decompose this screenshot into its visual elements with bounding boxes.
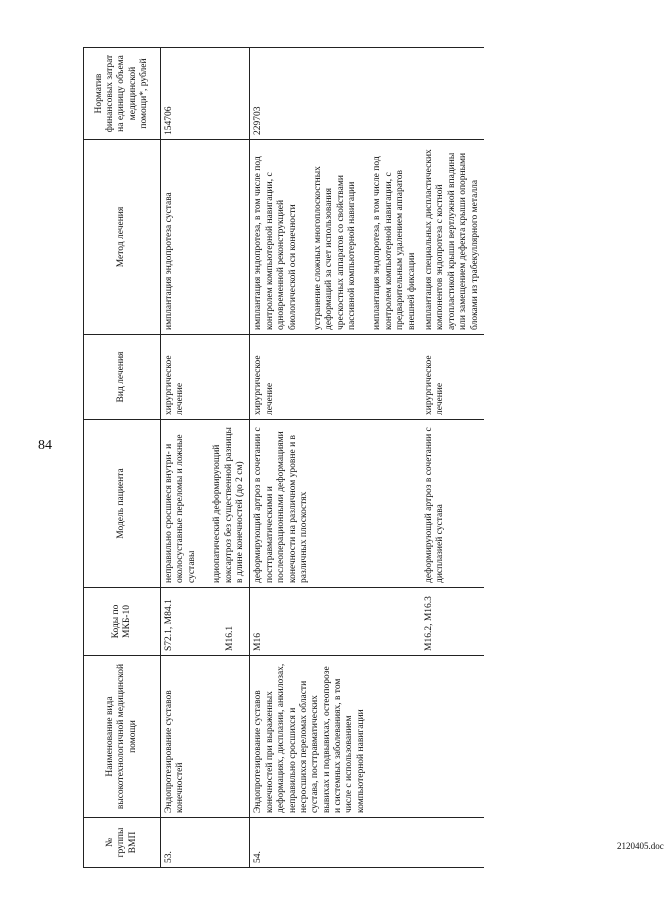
treatment-type: хирургическое лечение [421, 335, 484, 420]
column-header: Коды по МКБ-10 [84, 588, 161, 656]
column-header: Метод лечения [84, 140, 161, 335]
page-number: 84 [38, 438, 52, 453]
icd-codes [421, 588, 484, 656]
care-type-name [421, 656, 484, 818]
column-header: Модель пациента [84, 420, 161, 588]
group-number [421, 818, 484, 868]
patient-model-item: деформирующий артроз в сочетании с посттравматическими и послеоперационными деформациями конечности на различном уровне и в различных плоскостях [253, 427, 309, 583]
treatment-method [161, 140, 250, 335]
icd-code: M16 [253, 633, 264, 651]
cost-norm [421, 48, 484, 140]
column-header: № группы ВМП [84, 818, 161, 868]
table-header-row [84, 48, 161, 868]
patient-model-item: неправильно сросшиеся внутри- и околосуставные переломы и ложные суставы [164, 434, 197, 583]
treatment-method-item: имплантация эндопротеза сустава [164, 192, 174, 330]
column-header: Вид лечения [84, 335, 161, 420]
icd-code: M16.2, M16.3 [424, 596, 435, 651]
patient-model [161, 420, 250, 588]
column-header: Норматив финансовых затрат на единицу объема медицинской помощи*, рублей [84, 48, 161, 140]
table-sheet [83, 48, 563, 868]
cost-norm: 154706 [161, 48, 250, 140]
cost-norm: 229703 [250, 48, 421, 140]
treatment-method [421, 140, 484, 335]
patient-model [250, 420, 421, 588]
group-number: 54. [250, 818, 421, 868]
care-type-name: Эндопротезирование суставов конечностей [161, 656, 250, 818]
icd-codes [250, 588, 421, 656]
patient-model-item: деформирующий артроз в сочетании с дисплазией сустава [424, 427, 446, 583]
table-row [250, 48, 421, 868]
care-type-name: Эндопротезирование суставов конечностей при выраженных деформациях, дисплазии, анкилозах, неправильно сросшихся и несросшихся переломах области сустава, посттравматических вывихах и подвывихах, остеопорозе и системных заболеваниях, в том числе с использованием компьютерной навигации [250, 656, 421, 818]
icd-codes [161, 588, 250, 656]
services-table [83, 47, 484, 868]
table-row [421, 48, 484, 868]
table-row [161, 48, 250, 868]
group-number: 53. [161, 818, 250, 868]
treatment-type: хирургическое лечение [161, 335, 250, 420]
footer-doc-code: 2120405.doc [617, 841, 664, 851]
treatment-type: хирургическое лечение [250, 335, 421, 420]
treatment-method-item: имплантация эндопротеза, в том числе под контролем компьютерной навигации, с предварительным удалением аппаратов внешней фиксации [372, 156, 417, 330]
patient-model [421, 420, 484, 588]
patient-model-item: идиопатический деформирующий коксартроз без существенной разницы в длине конечностей (до 2 см) [212, 427, 245, 583]
treatment-method [250, 140, 421, 335]
icd-code: S72.1, M84.1 [164, 599, 174, 651]
column-header: Наименование вида высокотехнологичной медицинской помощи [84, 656, 161, 818]
treatment-method-item: имплантация эндопротеза, в том числе под контролем компьютерной навигации, с одновременной реконструкцией биологической оси конечности [253, 156, 298, 330]
treatment-method-item: имплантация специальных диспластических компонентов эндопротеза с костной аутопластикой крыши вертлужной впадины или замещением дефекта крыши опорными блоками из трабекуллярного металла [424, 149, 480, 330]
treatment-method-item: устранение сложных многоплоскостных деформаций за счет использования чрескостных аппаратов со свойствами пассивной компьютерной навигации [312, 166, 358, 330]
icd-code: M16.1 [225, 625, 236, 651]
